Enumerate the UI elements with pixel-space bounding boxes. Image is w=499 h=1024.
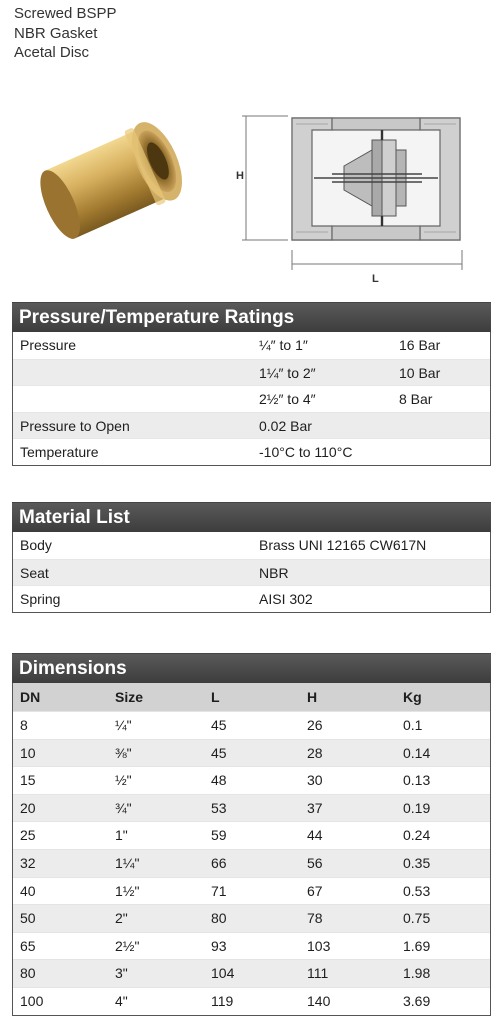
dimensions-cell: 40 <box>20 882 36 899</box>
material-cell: NBR <box>259 564 289 581</box>
dimensions-row <box>13 904 490 932</box>
dimensions-cell: 0.35 <box>403 854 431 871</box>
pressure-cell: Pressure <box>20 337 77 353</box>
dimensions-cell: 45 <box>211 717 227 733</box>
material-cell: Seat <box>20 564 49 581</box>
dimensions-cell: 80 <box>20 965 36 982</box>
dimensions-cell: 4" <box>115 992 128 1009</box>
dimensions-cell: 1.98 <box>403 965 431 982</box>
dimensions-cell: ⅜" <box>115 744 132 761</box>
pressure-row <box>13 385 490 412</box>
dimensions-cell: 32 <box>20 854 36 871</box>
dimensions-title: Dimensions <box>12 653 491 683</box>
dimensions-column-header: Size <box>115 689 144 705</box>
dimensions-cell: ½" <box>115 772 132 789</box>
intro-line-gasket: NBR Gasket <box>14 24 98 42</box>
dimensions-cell: 44 <box>307 827 323 844</box>
material-cell: Spring <box>20 591 61 607</box>
dimensions-cell: 2" <box>115 910 128 927</box>
dimensions-cell: 93 <box>211 937 227 954</box>
dimensions-cell: 1" <box>115 827 128 844</box>
dimensions-cell: ¼" <box>115 717 132 733</box>
dimensions-cell: 10 <box>20 744 36 761</box>
dimensions-cell: 3" <box>115 965 128 982</box>
pressure-cell: 0.02 Bar <box>259 417 312 434</box>
dimensions-cell: 45 <box>211 744 227 761</box>
intro-line-disc: Acetal Disc <box>14 44 90 61</box>
dimensions-cell: 119 <box>211 992 234 1009</box>
dimensions-cell: 59 <box>211 827 227 844</box>
pressure-row <box>13 438 490 465</box>
dimensions-cell: 26 <box>307 717 323 733</box>
product-description <box>14 4 117 63</box>
material-list-title: Material List <box>12 502 491 532</box>
dimensions-row <box>13 987 490 1015</box>
dimensions-cell: 66 <box>211 854 227 871</box>
dimensions-column-header: Kg <box>403 689 422 705</box>
dimensions-cell: 0.14 <box>403 744 431 761</box>
pressure-cell: 10 Bar <box>399 364 441 381</box>
dimensions-cell: 103 <box>307 937 331 954</box>
dimensions-cell: 140 <box>307 992 331 1009</box>
dimensions-cell: 111 <box>307 965 329 982</box>
dimensions-column-header: H <box>307 689 318 705</box>
intro-line-thread: Screwed BSPP <box>14 5 117 22</box>
pressure-ratings-table <box>12 302 491 466</box>
material-cell: Brass UNI 12165 CW617N <box>259 537 427 553</box>
pressure-cell: 8 Bar <box>399 391 433 407</box>
pressure-row <box>13 359 490 386</box>
dimensions-cell: 104 <box>211 965 235 982</box>
pressure-ratings-title: Pressure/Temperature Ratings <box>12 302 491 332</box>
dimensions-cell: 1½" <box>115 882 140 899</box>
section-drawing <box>232 100 474 286</box>
pressure-row <box>13 412 490 439</box>
dimensions-cell: 30 <box>307 772 323 789</box>
dimensions-cell: 53 <box>211 799 227 816</box>
pressure-cell: 1¼″ to 2″ <box>259 364 316 381</box>
dimensions-cell: 15 <box>20 772 36 789</box>
dimensions-column-header: L <box>211 689 220 705</box>
dimensions-cell: 8 <box>20 717 28 733</box>
pressure-cell: 2½″ to 4″ <box>259 391 316 407</box>
dimensions-cell: ¾" <box>115 799 132 816</box>
dimensions-cell: 56 <box>307 854 323 871</box>
dimensions-cell: 0.19 <box>403 799 431 816</box>
material-list-table <box>12 502 491 613</box>
dimensions-cell: 37 <box>307 799 323 816</box>
pressure-row <box>13 332 490 359</box>
dimensions-row <box>13 711 490 739</box>
h-label: H <box>236 170 244 182</box>
dimensions-cell: 28 <box>307 744 323 761</box>
dimensions-cell: 48 <box>211 772 227 789</box>
l-label: L <box>372 273 379 285</box>
dimensions-cell: 3.69 <box>403 992 431 1009</box>
dimensions-table <box>12 653 491 1016</box>
dimensions-row <box>13 739 490 767</box>
dimensions-row <box>13 849 490 877</box>
dimensions-cell: 78 <box>307 910 323 927</box>
dimensions-cell: 80 <box>211 910 227 927</box>
dimensions-column-header: DN <box>20 689 41 705</box>
dimensions-cell: 0.13 <box>403 772 431 789</box>
dimensions-cell: 50 <box>20 910 36 927</box>
material-row <box>13 532 490 559</box>
dimensions-row <box>13 766 490 794</box>
dimensions-cell: 0.53 <box>403 882 431 899</box>
dimensions-row <box>13 959 490 987</box>
pressure-cell: 16 Bar <box>399 337 441 353</box>
dimensions-cell: 2½" <box>115 937 140 954</box>
dimensions-cell: 65 <box>20 937 36 954</box>
dimensions-cell: 0.24 <box>403 827 431 844</box>
material-cell: Body <box>20 537 52 553</box>
dimensions-cell: 100 <box>20 992 44 1009</box>
dimensions-row <box>13 794 490 822</box>
dimensions-cell: 1.69 <box>403 937 431 954</box>
dimensions-cell: 0.1 <box>403 717 423 733</box>
valve-photo <box>32 108 204 248</box>
pressure-cell: Temperature <box>20 444 99 460</box>
pressure-cell: ¼″ to 1″ <box>259 337 308 353</box>
dimensions-header-row <box>13 683 490 711</box>
dimensions-cell: 0.75 <box>403 910 431 927</box>
dimensions-cell: 67 <box>307 882 323 899</box>
dimensions-cell: 71 <box>211 882 227 899</box>
pressure-cell: -10°C to 110°C <box>259 444 353 460</box>
dimensions-cell: 25 <box>20 827 36 844</box>
dimensions-row <box>13 877 490 905</box>
dimensions-row <box>13 932 490 960</box>
dimensions-cell: 1¼" <box>115 854 140 871</box>
dimensions-row <box>13 821 490 849</box>
pressure-cell: Pressure to Open <box>20 417 130 434</box>
material-row <box>13 585 490 612</box>
dimensions-cell: 20 <box>20 799 36 816</box>
material-row <box>13 559 490 586</box>
material-cell: AISI 302 <box>259 591 313 607</box>
